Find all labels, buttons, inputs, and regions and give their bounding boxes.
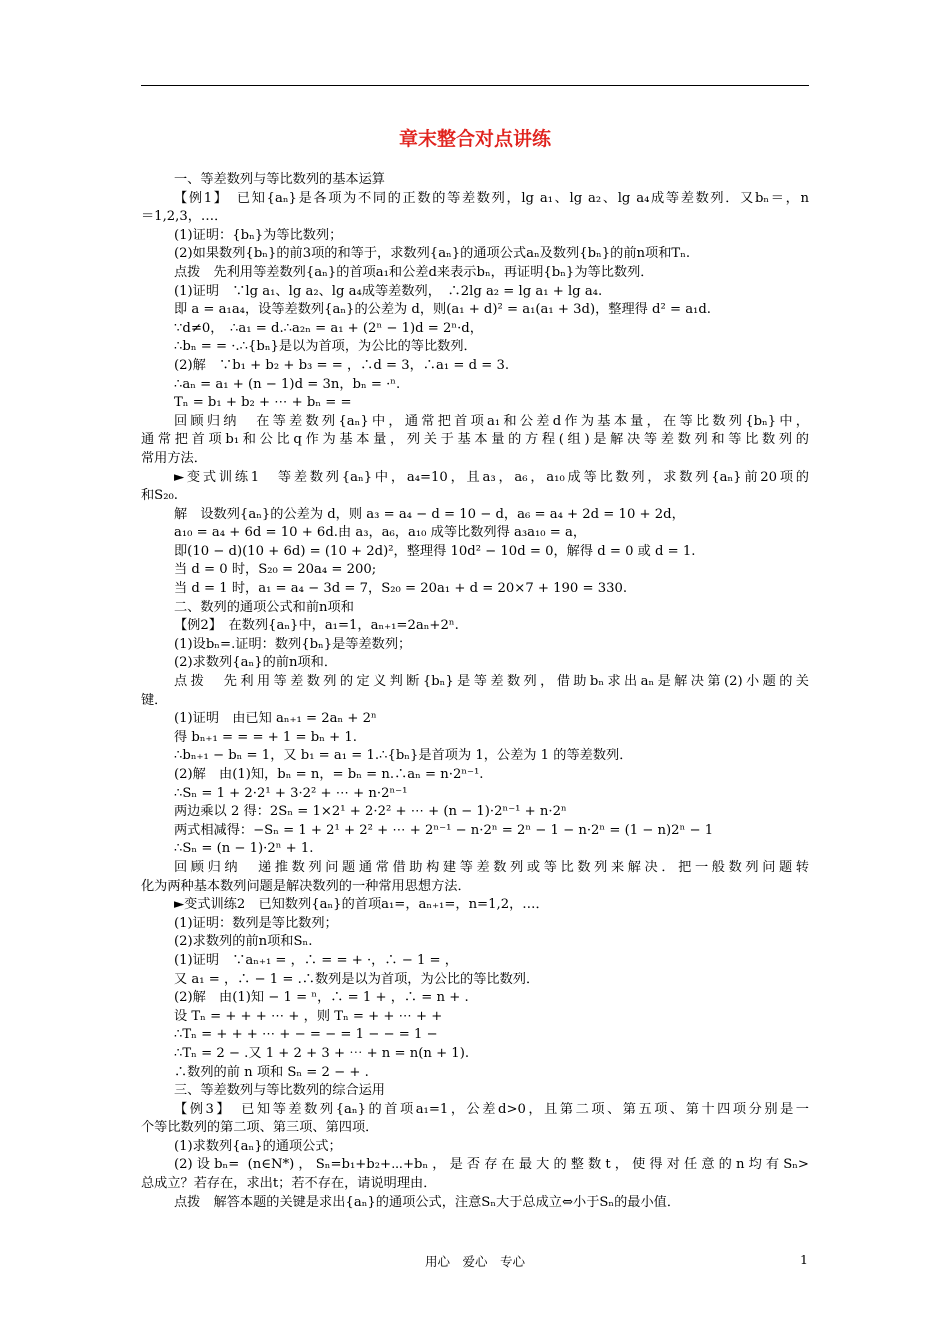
text-line: 又 a₁ = ，∴ − 1 = .∴数列是以为首项，为公比的等比数列． (174, 971, 540, 987)
text-line: (2)求数列{aₙ}的前n项和． (174, 655, 338, 671)
text-line: ∴Sₙ = 1 + 2·2¹ + 3·2² + ⋯ + n·2ⁿ⁻¹ (174, 785, 408, 801)
practice-line: ►变式训练2 已知数列{aₙ}的首项a₁=，aₙ₊₁=，n=1,2，…． (174, 897, 549, 913)
text-line: 当 d = 0 时，S₂₀ = 20a₄ = 200; (174, 562, 377, 578)
text-line: (1)设bₙ=.证明：数列{bₙ}是等差数列； (174, 636, 412, 652)
text-line: 常用方法． (141, 450, 207, 466)
text-line: 和S₂₀. (141, 488, 178, 504)
text-line: 键． (141, 692, 168, 708)
hint-line: 点拨 先利用等差数列{aₙ}的首项a₁和公差d来表示bₙ，再证明{bₙ}为等比数列． (174, 264, 654, 280)
text-line: ∵d≠0， ∴a₁ = d.∴a₂ₙ = a₁ + (2ⁿ − 1)d = 2ⁿ·d， (174, 320, 483, 336)
text-line: ∴bₙ = = ·.∴{bₙ}是以为首项，为公比的等比数列． (174, 339, 477, 355)
text-line: (2)设bₙ= (n∈N*)，Sₙ=b₁+b₂+⋯+bₙ，是否存在最大的整数t，使得对任意的n均有Sₙ> (174, 1157, 809, 1173)
section-heading: 二、数列的通项公式和前n项和 (174, 599, 354, 615)
text-line: 设 Tₙ = + + + ⋯ + ，则 Tₙ = + + ⋯ + + (174, 1008, 443, 1024)
text-line: ∴数列的前 n 项和 Sₙ = 2 − + . (174, 1064, 369, 1080)
text-line: 即 a = a₁a₄，设等差数列{aₙ}的公差为 d，则(a₁ + d)² = a₁(a₁ + 3d)，整理得 d² = a₁d. (174, 302, 711, 318)
text-line: (1)证明：{bₙ}为等比数列； (174, 227, 343, 243)
section-heading: 三、等差数列与等比数列的综合运用 (174, 1083, 385, 1099)
solution-line: (2)解 由(1)知 − 1 = ⁿ，∴ = 1 + ，∴ = n + . (174, 990, 469, 1006)
proof-line: (1)证明 由已知 aₙ₊₁ = 2aₙ + 2ⁿ (174, 711, 377, 727)
proof-line: (1)证明 ∵lg a₁、lg a₂、lg a₄成等差数列， ∴2lg a₂ = lg a₁ + lg a₄. (174, 283, 603, 299)
practice-line: ►变式训练1 等差数列{aₙ}中，a₄=10，且a₃，a₆，a₁₀成等比数列，求数列{aₙ}前20项的 (174, 469, 809, 485)
footer-slogan: 用心 爱心 专心 (424, 1254, 525, 1269)
text-line: 即(10 − d)(10 + 6d) = (10 + 2d)²，整理得 10d² − 10d = 0，解得 d = 0 或 d = 1. (174, 543, 696, 559)
text-line: (1)求数列{aₙ}的通项公式； (174, 1138, 342, 1154)
text-line: 当 d = 1 时，a₁ = a₄ − 3d = 7，S₂₀ = 20a₁ + d = 20×7 + 190 = 330. (174, 581, 628, 597)
text-line: Tₙ = b₁ + b₂ + ⋯ + bₙ = = (174, 395, 352, 411)
review-line: 回顾归纳 递推数列问题通常借助构建等差数列或等比数列来解决．把一般数列问题转 (174, 859, 809, 875)
review-line: 回顾归纳 在等差数列{aₙ}中，通常把首项a₁和公差d作为基本量，在等比数列{bₙ}中， (174, 413, 809, 429)
section-heading: 一、等差数列与等比数列的基本运算 (174, 172, 385, 187)
example-statement: 【例2】 在数列{aₙ}中，a₁=1，aₙ₊₁=2aₙ+2ⁿ. (174, 618, 459, 634)
proof-line: (1)证明 ∵aₙ₊₁ = ，∴ = = + ·，∴ − 1 = ， (174, 952, 458, 968)
example-statement: 【例3】 已知等差数列{aₙ}的首项a₁=1，公差d>0，且第二项、第五项、第十四项分别是一 (174, 1101, 809, 1117)
page-title: 章末整合对点讲练 (398, 128, 551, 150)
hint-line: 点拨 先利用等差数列的定义判断{bₙ}是等差数列，借助bₙ求出aₙ是解决第(2)小题的关 (174, 674, 809, 690)
text-line: 总成立？若存在，求出t；若不存在，请说明理由． (141, 1176, 437, 1192)
text-line: 化为两种基本数列问题是解决数列的一种常用思想方法． (141, 878, 471, 894)
text-line: ＝1,2,3，…． (141, 209, 228, 225)
text-line: 得 bₙ₊₁ = = = + 1 = bₙ + 1. (174, 729, 357, 745)
text-line: ∴Tₙ = + + + ⋯ + − = − = 1 − − = 1 − (174, 1027, 438, 1043)
text-line: ∴bₙ₊₁ − bₙ = 1，又 b₁ = a₁ = 1.∴{bₙ}是首项为 1，公差为 1 的等差数列． (174, 748, 633, 764)
text-line: 个等比数列的第二项、第三项、第四项． (141, 1120, 379, 1136)
hint-line: 点拨 解答本题的关键是求出{aₙ}的通项公式，注意Sₙ大于总成立⇔小于Sₙ的最小值． (174, 1194, 681, 1210)
text-line: ∴aₙ = a₁ + (n − 1)d = 3n，bₙ = ·ⁿ. (174, 376, 401, 392)
text-line: 两边乘以 2 得：2Sₙ = 1×2¹ + 2·2² + ⋯ + (n − 1)·2ⁿ⁻¹ + n·2ⁿ (174, 804, 567, 820)
text-line: 两式相减得：−Sₙ = 1 + 2¹ + 2² + ⋯ + 2ⁿ⁻¹ − n·2ⁿ = 2ⁿ − 1 − n·2ⁿ = (1 − n)2ⁿ − 1 (174, 822, 714, 838)
example-statement: 【例1】 已知{aₙ}是各项为不同的正数的等差数列，lg a₁、lg a₂、lg a₄成等差数列．又bₙ＝，n (174, 190, 809, 206)
text-line: (2)求数列的前n项和Sₙ. (174, 934, 313, 950)
solution-line: (2)解 由(1)知，bₙ = n，= bₙ = n.∴aₙ = n·2ⁿ⁻¹. (174, 767, 484, 782)
text-line: 通常把首项b₁和公比q作为基本量，列关于基本量的方程(组)是解决等差数列和等比数列的 (141, 432, 809, 448)
text-line: (2)如果数列{bₙ}的前3项的和等于，求数列{aₙ}的通项公式aₙ及数列{bₙ}的前n项和Tₙ. (174, 246, 691, 262)
text-line: ∴Sₙ = (n − 1)·2ⁿ + 1. (174, 841, 314, 857)
text-line: a₁₀ = a₄ + 6d = 10 + 6d.由 a₃，a₆，a₁₀ 成等比数列得 a₃a₁₀ = a， (174, 525, 587, 541)
header-rule (141, 85, 809, 86)
document-body (141, 171, 809, 1212)
solution-line: 解 设数列{aₙ}的公差为 d，则 a₃ = a₄ − d = 10 − d，a₆ = a₄ + 2d = 10 + 2d， (174, 506, 685, 522)
text-line: (1)证明：数列是等比数列； (174, 915, 338, 931)
page-number: 1 (800, 1252, 808, 1267)
text-line: ∴Tₙ = 2 − .又 1 + 2 + 3 + ⋯ + n = n(n + 1). (174, 1045, 470, 1061)
solution-line: (2)解 ∵b₁ + b₂ + b₃ = = ，∴d = 3，∴a₁ = d = 3. (174, 357, 510, 373)
